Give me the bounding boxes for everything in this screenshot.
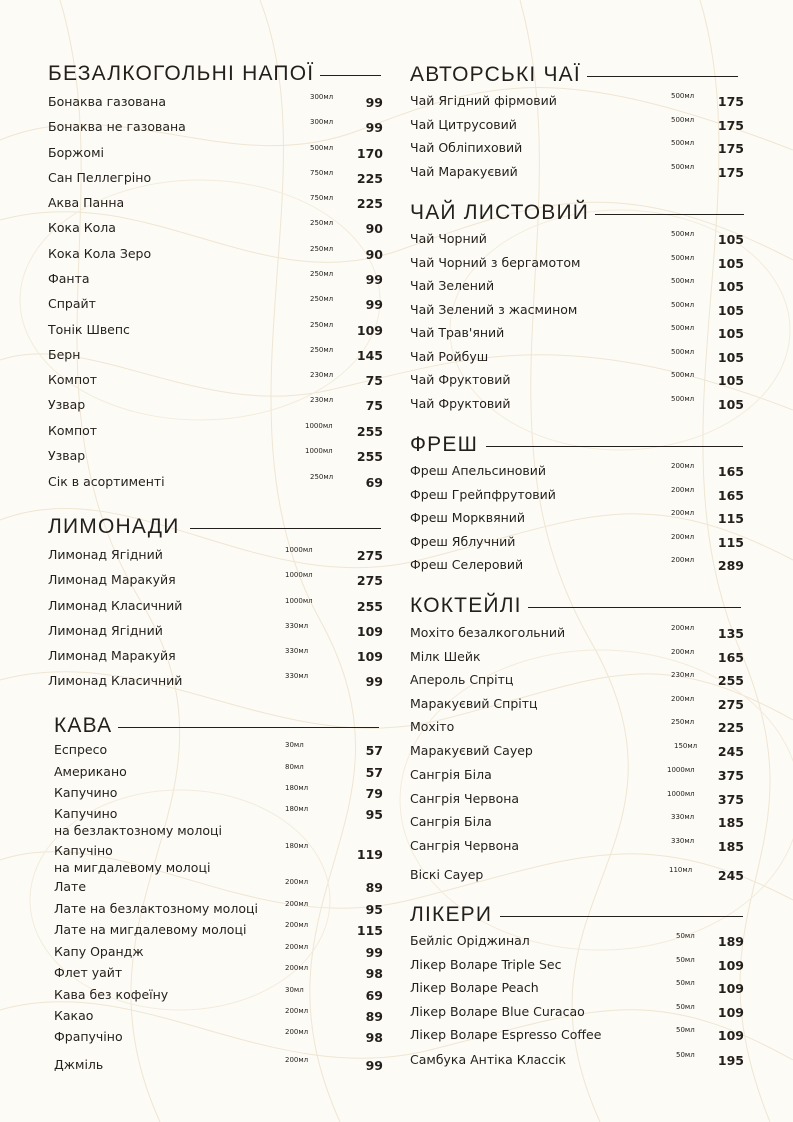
item-price: 75 bbox=[365, 398, 383, 413]
item-name: Чай Чорний з бергамотом bbox=[410, 255, 581, 270]
item-name: Лимонад Класичний bbox=[48, 673, 183, 688]
item-name: Самбука Антіка Классік bbox=[410, 1052, 567, 1067]
item-volume: 500мл bbox=[310, 144, 334, 152]
section-title: БЕЗАЛКОГОЛЬНІ НАПОЇ bbox=[48, 62, 315, 85]
item-volume: 1000мл bbox=[285, 597, 313, 605]
item-volume: 250мл bbox=[310, 245, 334, 253]
item-volume: 330мл bbox=[285, 672, 309, 680]
item-price: 105 bbox=[717, 397, 744, 412]
item-price: 185 bbox=[717, 815, 744, 830]
heading-rule bbox=[587, 76, 738, 77]
item-price: 115 bbox=[717, 511, 744, 526]
item-price: 165 bbox=[717, 650, 744, 665]
item-name: Фреш Апельсиновий bbox=[410, 463, 546, 478]
section-heading bbox=[54, 712, 379, 740]
item-volume: 500мл bbox=[671, 301, 695, 309]
item-price: 255 bbox=[717, 673, 744, 688]
item-volume: 200мл bbox=[285, 964, 309, 972]
item-price: 109 bbox=[356, 323, 383, 338]
item-volume: 250мл bbox=[310, 346, 334, 354]
item-volume: 500мл bbox=[671, 92, 695, 100]
item-volume: 1000мл bbox=[285, 546, 313, 554]
section-avtorski-chai bbox=[410, 61, 738, 89]
item-price: 105 bbox=[717, 350, 744, 365]
item-volume: 250мл bbox=[310, 219, 334, 227]
item-name: Чай Фруктовий bbox=[410, 372, 511, 387]
item-price: 90 bbox=[365, 247, 383, 262]
item-volume: 200мл bbox=[671, 533, 695, 541]
item-price: 95 bbox=[365, 807, 383, 822]
section-chai-lystovyi bbox=[410, 199, 744, 227]
item-volume: 1000мл bbox=[667, 766, 695, 774]
item-price: 225 bbox=[356, 196, 383, 211]
item-name-line2: на безлактозному молоці bbox=[54, 823, 222, 838]
item-name: Мілк Шейк bbox=[410, 649, 481, 664]
item-name: Апероль Спрітц bbox=[410, 672, 514, 687]
section-title: ЛИМОНАДИ bbox=[48, 515, 180, 538]
item-name: Фанта bbox=[48, 271, 90, 286]
item-name: Фрапучіно bbox=[54, 1029, 123, 1044]
heading-rule bbox=[320, 75, 381, 76]
item-volume: 200мл bbox=[285, 1007, 309, 1015]
item-price: 185 bbox=[717, 839, 744, 854]
item-name: Еспресо bbox=[54, 742, 108, 757]
item-volume: 500мл bbox=[671, 139, 695, 147]
item-name: Чай Маракуєвий bbox=[410, 164, 518, 179]
item-price: 99 bbox=[365, 1058, 383, 1073]
item-volume: 200мл bbox=[671, 509, 695, 517]
item-price: 109 bbox=[356, 649, 383, 664]
heading-rule bbox=[486, 446, 743, 447]
item-name: Фреш Яблучний bbox=[410, 534, 516, 549]
item-name: Лимонад Ягідний bbox=[48, 623, 163, 638]
heading-rule bbox=[500, 916, 743, 917]
item-price: 165 bbox=[717, 488, 744, 503]
item-name: Компот bbox=[48, 372, 98, 387]
section-title: ЧАЙ ЛИСТОВИЙ bbox=[410, 201, 590, 224]
item-volume: 500мл bbox=[671, 116, 695, 124]
item-name: Лікер Воларе Blue Curacao bbox=[410, 1004, 585, 1019]
item-volume: 1000мл bbox=[305, 447, 333, 455]
section-kokteili bbox=[410, 592, 741, 620]
item-volume: 1000мл bbox=[285, 571, 313, 579]
item-price: 109 bbox=[717, 981, 744, 996]
item-price: 225 bbox=[717, 720, 744, 735]
item-name: Кока Кола Зеро bbox=[48, 246, 152, 261]
item-name: Фреш Селеровий bbox=[410, 557, 524, 572]
item-name: Сангрія Червона bbox=[410, 791, 520, 806]
heading-rule bbox=[190, 528, 382, 529]
item-price: 99 bbox=[365, 95, 383, 110]
item-volume: 200мл bbox=[285, 921, 309, 929]
item-price: 105 bbox=[717, 326, 744, 341]
item-volume: 200мл bbox=[285, 1028, 309, 1036]
item-price: 115 bbox=[356, 923, 383, 938]
item-volume: 200мл bbox=[671, 695, 695, 703]
item-volume: 200мл bbox=[671, 648, 695, 656]
item-name: Компот bbox=[48, 423, 98, 438]
item-name: Джміль bbox=[54, 1057, 104, 1072]
item-name: Спрайт bbox=[48, 296, 96, 311]
item-name: Флет уайт bbox=[54, 965, 123, 980]
item-price: 75 bbox=[365, 373, 383, 388]
item-price: 255 bbox=[356, 424, 383, 439]
item-price: 98 bbox=[365, 966, 383, 981]
item-price: 289 bbox=[717, 558, 744, 573]
item-price: 109 bbox=[717, 1028, 744, 1043]
item-price: 109 bbox=[717, 1005, 744, 1020]
item-name: Мохіто безалкогольний bbox=[410, 625, 566, 640]
item-volume: 180мл bbox=[285, 805, 309, 813]
item-name: Чай Зелений з жасмином bbox=[410, 302, 578, 317]
item-name: Лимонад Класичний bbox=[48, 598, 183, 613]
item-name: Берн bbox=[48, 347, 81, 362]
item-price: 375 bbox=[717, 768, 744, 783]
item-price: 99 bbox=[365, 297, 383, 312]
item-volume: 1000мл bbox=[305, 422, 333, 430]
item-name: Капучино bbox=[54, 785, 118, 800]
item-name: Чай Ягідний фірмовий bbox=[410, 93, 557, 108]
item-name: Сангрія Біла bbox=[410, 814, 492, 829]
item-volume: 250мл bbox=[310, 295, 334, 303]
item-volume: 150мл bbox=[674, 742, 698, 750]
item-volume: 300мл bbox=[310, 118, 334, 126]
item-name: Аква Панна bbox=[48, 195, 125, 210]
section-kava bbox=[54, 712, 379, 740]
item-volume: 30мл bbox=[285, 741, 304, 749]
item-name: Капучино bbox=[54, 806, 118, 821]
item-volume: 250мл bbox=[310, 473, 334, 481]
item-volume: 200мл bbox=[671, 462, 695, 470]
item-volume: 500мл bbox=[671, 277, 695, 285]
item-price: 109 bbox=[717, 958, 744, 973]
item-price: 189 bbox=[717, 934, 744, 949]
item-price: 255 bbox=[356, 449, 383, 464]
item-name: Сангрія Біла bbox=[410, 767, 492, 782]
item-volume: 330мл bbox=[671, 813, 695, 821]
item-name: Лате на мигдалевому молоці bbox=[54, 922, 247, 937]
item-name: Маракуєвий Сауер bbox=[410, 743, 533, 758]
section-heading bbox=[410, 431, 743, 459]
item-price: 145 bbox=[356, 348, 383, 363]
section-heading bbox=[410, 901, 743, 929]
section-fresh bbox=[410, 431, 743, 459]
item-volume: 180мл bbox=[285, 842, 309, 850]
item-name: Мохіто bbox=[410, 719, 455, 734]
section-title: ЛІКЕРИ bbox=[410, 903, 493, 926]
item-name: Кока Кола bbox=[48, 220, 116, 235]
section-title: КОКТЕЙЛІ bbox=[410, 594, 522, 617]
section-heading bbox=[410, 199, 744, 227]
item-name: Американо bbox=[54, 764, 127, 779]
item-price: 105 bbox=[717, 303, 744, 318]
item-price: 99 bbox=[365, 945, 383, 960]
item-price: 175 bbox=[717, 165, 744, 180]
item-volume: 50мл bbox=[676, 956, 695, 964]
item-name: Сан Пеллегріно bbox=[48, 170, 152, 185]
item-name: Чай Чорний bbox=[410, 231, 487, 246]
section-heading bbox=[48, 513, 381, 541]
heading-rule bbox=[595, 214, 744, 215]
item-volume: 230мл bbox=[310, 396, 334, 404]
item-volume: 500мл bbox=[671, 395, 695, 403]
item-volume: 500мл bbox=[671, 371, 695, 379]
item-volume: 250мл bbox=[671, 718, 695, 726]
item-name: Узвар bbox=[48, 397, 86, 412]
item-price: 69 bbox=[365, 988, 383, 1003]
item-volume: 200мл bbox=[285, 1056, 309, 1064]
item-name: Кава без кофеїну bbox=[54, 987, 169, 1002]
item-name: Боржомі bbox=[48, 145, 104, 160]
item-volume: 30мл bbox=[285, 986, 304, 994]
item-name: Капучіно bbox=[54, 843, 113, 858]
item-price: 89 bbox=[365, 880, 383, 895]
item-price: 99 bbox=[365, 272, 383, 287]
item-name: Лате на безлактозному молоці bbox=[54, 901, 258, 916]
section-title: ФРЕШ bbox=[410, 433, 479, 456]
item-volume: 230мл bbox=[310, 371, 334, 379]
item-volume: 200мл bbox=[285, 878, 309, 886]
item-name: Лікер Воларе Triple Sec bbox=[410, 957, 562, 972]
item-name: Чай Фруктовий bbox=[410, 396, 511, 411]
item-price: 170 bbox=[356, 146, 383, 161]
heading-rule bbox=[528, 607, 741, 608]
item-name: Лікер Воларе Peach bbox=[410, 980, 539, 995]
section-title: КАВА bbox=[54, 714, 113, 737]
item-volume: 200мл bbox=[285, 900, 309, 908]
item-name-line2: на мигдалевому молоці bbox=[54, 860, 211, 875]
item-volume: 500мл bbox=[671, 230, 695, 238]
item-price: 98 bbox=[365, 1030, 383, 1045]
item-name: Сік в асортименті bbox=[48, 474, 165, 489]
item-price: 95 bbox=[365, 902, 383, 917]
item-price: 105 bbox=[717, 279, 744, 294]
item-price: 135 bbox=[717, 626, 744, 641]
item-name: Сангрія Червона bbox=[410, 838, 520, 853]
item-price: 165 bbox=[717, 464, 744, 479]
item-price: 175 bbox=[717, 141, 744, 156]
item-price: 195 bbox=[717, 1053, 744, 1068]
section-likery bbox=[410, 901, 743, 929]
section-limonady bbox=[48, 513, 381, 541]
item-volume: 50мл bbox=[676, 1051, 695, 1059]
item-volume: 200мл bbox=[671, 486, 695, 494]
item-volume: 110мл bbox=[669, 866, 693, 874]
item-price: 275 bbox=[356, 573, 383, 588]
item-price: 57 bbox=[365, 743, 383, 758]
item-price: 89 bbox=[365, 1009, 383, 1024]
item-volume: 750мл bbox=[310, 169, 334, 177]
item-volume: 80мл bbox=[285, 763, 304, 771]
item-name: Чай Ройбуш bbox=[410, 349, 489, 364]
item-price: 57 bbox=[365, 765, 383, 780]
item-volume: 50мл bbox=[676, 1003, 695, 1011]
item-volume: 300мл bbox=[310, 93, 334, 101]
item-volume: 50мл bbox=[676, 979, 695, 987]
item-volume: 500мл bbox=[671, 163, 695, 171]
item-name: Лимонад Ягідний bbox=[48, 547, 163, 562]
item-volume: 200мл bbox=[671, 556, 695, 564]
item-price: 109 bbox=[356, 624, 383, 639]
item-name: Фреш Морквяний bbox=[410, 510, 526, 525]
item-name: Маракуєвий Спрітц bbox=[410, 696, 538, 711]
item-volume: 250мл bbox=[310, 270, 334, 278]
item-volume: 330мл bbox=[285, 622, 309, 630]
item-price: 245 bbox=[717, 868, 744, 883]
item-price: 175 bbox=[717, 118, 744, 133]
item-price: 275 bbox=[717, 697, 744, 712]
item-volume: 50мл bbox=[676, 932, 695, 940]
item-price: 115 bbox=[717, 535, 744, 550]
item-name: Лимонад Маракуйя bbox=[48, 572, 176, 587]
item-name: Лікер Воларе Espresso Coffee bbox=[410, 1027, 602, 1042]
item-name: Тонік Швепс bbox=[48, 322, 130, 337]
heading-rule bbox=[118, 727, 379, 728]
item-volume: 50мл bbox=[676, 1026, 695, 1034]
item-volume: 200мл bbox=[671, 624, 695, 632]
item-volume: 330мл bbox=[285, 647, 309, 655]
item-name: Бонаква газована bbox=[48, 94, 166, 109]
item-price: 105 bbox=[717, 373, 744, 388]
section-title: АВТОРСЬКІ ЧАЇ bbox=[410, 63, 581, 86]
item-name: Фреш Грейпфрутовий bbox=[410, 487, 556, 502]
item-volume: 1000мл bbox=[667, 790, 695, 798]
item-name: Чай Обліпиховий bbox=[410, 140, 523, 155]
item-name: Чай Трав'яний bbox=[410, 325, 505, 340]
item-name: Лате bbox=[54, 879, 87, 894]
item-name: Віскі Сауер bbox=[410, 867, 484, 882]
section-heading bbox=[410, 61, 738, 89]
item-price: 79 bbox=[365, 786, 383, 801]
item-price: 99 bbox=[365, 674, 383, 689]
item-volume: 180мл bbox=[285, 784, 309, 792]
item-name: Бейліс Оріджинал bbox=[410, 933, 530, 948]
item-name: Лимонад Маракуйя bbox=[48, 648, 176, 663]
item-name: Чай Зелений bbox=[410, 278, 495, 293]
section-bezalkoholni bbox=[48, 60, 381, 88]
item-name: Чай Цитрусовий bbox=[410, 117, 517, 132]
section-heading bbox=[410, 592, 741, 620]
item-price: 255 bbox=[356, 599, 383, 614]
item-price: 225 bbox=[356, 171, 383, 186]
item-volume: 230мл bbox=[671, 671, 695, 679]
item-price: 119 bbox=[356, 847, 383, 862]
item-volume: 500мл bbox=[671, 348, 695, 356]
item-name: Какао bbox=[54, 1008, 94, 1023]
item-name: Узвар bbox=[48, 448, 86, 463]
item-name: Капу Орандж bbox=[54, 944, 144, 959]
item-price: 245 bbox=[717, 744, 744, 759]
item-price: 99 bbox=[365, 120, 383, 135]
item-price: 105 bbox=[717, 232, 744, 247]
item-volume: 250мл bbox=[310, 321, 334, 329]
item-volume: 200мл bbox=[285, 943, 309, 951]
item-price: 105 bbox=[717, 256, 744, 271]
item-volume: 500мл bbox=[671, 324, 695, 332]
section-heading bbox=[48, 60, 381, 88]
item-price: 90 bbox=[365, 221, 383, 236]
item-volume: 500мл bbox=[671, 254, 695, 262]
item-price: 175 bbox=[717, 94, 744, 109]
item-price: 375 bbox=[717, 792, 744, 807]
item-name: Бонаква не газована bbox=[48, 119, 186, 134]
item-volume: 330мл bbox=[671, 837, 695, 845]
item-price: 275 bbox=[356, 548, 383, 563]
item-volume: 750мл bbox=[310, 194, 334, 202]
item-price: 69 bbox=[365, 475, 383, 490]
